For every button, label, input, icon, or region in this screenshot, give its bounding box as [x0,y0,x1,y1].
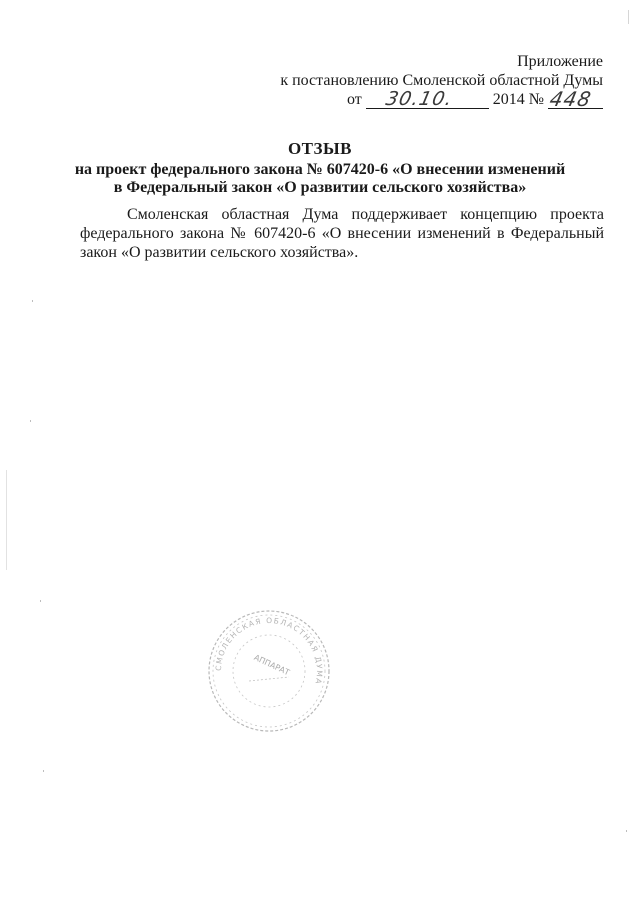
handwritten-number: 448 [547,87,594,111]
appendix-header [280,52,603,109]
document-title [0,140,640,197]
date-prefix: от [346,91,362,108]
number-blank [547,87,603,111]
official-stamp-icon [205,607,333,735]
date-blank [366,88,489,110]
title-line-1: на проект федерального закона № 607420-6 «О внесении изменений [74,161,566,178]
body-paragraph: Смоленская областная Дума поддерживает концепцию проекта федерального закона № 607420-6 «О внесении изменений в Федеральный закон «О развитии сельского хозяйства». [80,206,604,261]
scan-speck [43,770,44,772]
scan-speck [6,470,7,570]
title-line-2: в Федеральный закон «О развитии сельского хозяйства» [113,179,527,196]
stamp-center-text: АППАРАТ [252,652,291,678]
year-label: 2014 № [492,91,544,108]
scan-speck [30,420,31,422]
scan-speck [40,600,41,602]
appendix-date-row [280,87,603,111]
scan-speck [626,830,627,832]
svg-text:СМОЛЕНСКАЯ ОБЛАСТНАЯ ДУМА [214,616,324,686]
scan-speck [628,10,629,24]
appendix-title: Приложение [517,53,603,70]
appendix-resolution: к постановлению Смоленской областной Думы [280,72,603,89]
stamp-ring-text: СМОЛЕНСКАЯ ОБЛАСТНАЯ ДУМА [213,615,325,686]
scan-speck [32,300,33,302]
handwritten-date: 30.10. [383,88,455,110]
title-main: ОТЗЫВ [287,139,353,158]
